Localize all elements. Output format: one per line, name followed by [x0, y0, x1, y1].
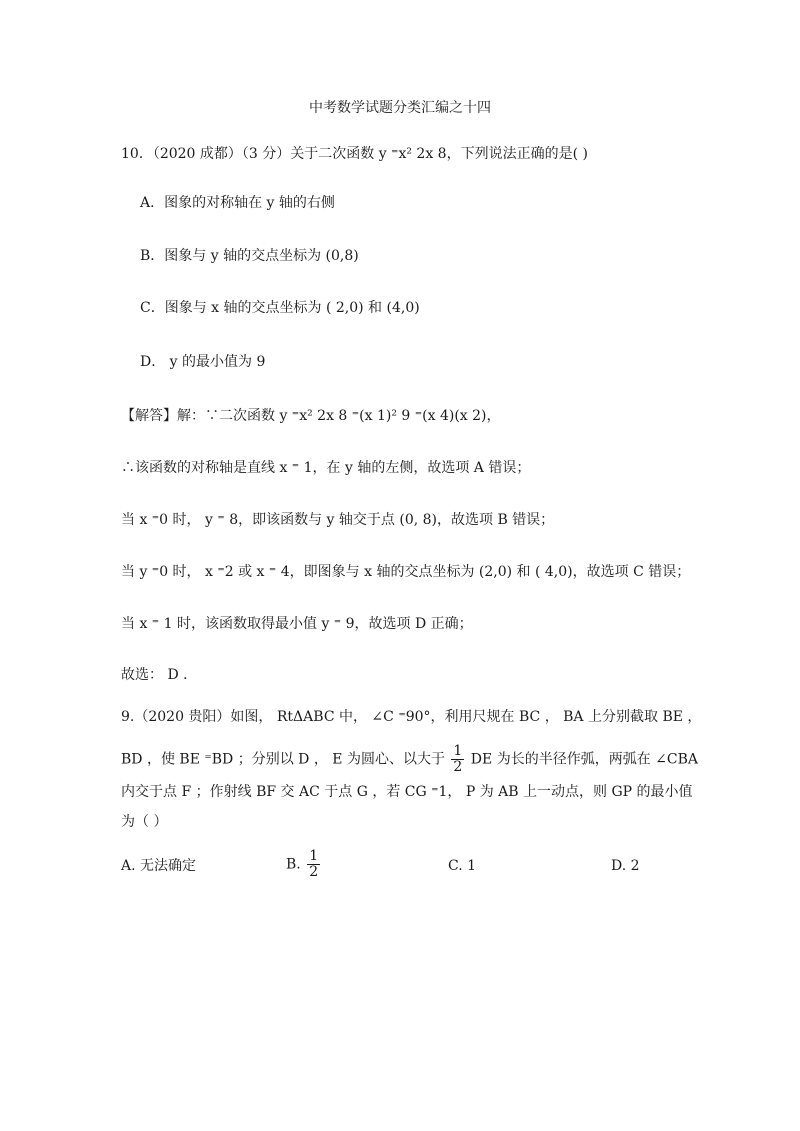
- q10-answer-line-5: 当 x ⁼ 1 时，该函数取得最小值 y ⁼ 9，故选项 D 正确；: [121, 616, 473, 632]
- q9-option-b-fraction: [307, 849, 320, 880]
- q9-line-2: [121, 744, 698, 775]
- q9-line-2-pre: BD ，使 BE ⁼BD ；分别以 D ， E 为圆心、以大于: [121, 751, 445, 768]
- q9-option-d: D. 2: [611, 858, 640, 874]
- q10-answer-line-2: ∴该函数的对称轴是直线 x ⁼ 1，在 y 轴的左侧，故选项 A 错误；: [121, 460, 531, 476]
- q9-line-4: 为（ ）: [121, 814, 168, 830]
- q10-stem: 10．（2020 成都）（3 分）关于二次函数 y ⁼x² 2x 8，下列说法正确的是( ): [121, 146, 588, 162]
- q10-answer-line-4: 当 y ⁼0 时， x ⁼2 或 x ⁼ 4，即图象与 x 轴的交点坐标为 (2,0) 和 ( 4,0)，故选项 C 错误；: [121, 564, 691, 580]
- q9-fraction: [451, 744, 464, 775]
- q9-line-1: 9.（2020 贵阳）如图， RtΔABC 中， ∠C ⁼90°，利用尺规在 BC ， BA 上分别截取 BE ，: [121, 709, 702, 725]
- q10-option-b: B．图象与 y 轴的交点坐标为 (0,8): [140, 248, 359, 264]
- page-title: 中考数学试题分类汇编之十四: [309, 100, 491, 116]
- q9-option-b-label: B.: [286, 856, 301, 873]
- q10-option-d: D． y 的最小值为 9: [140, 354, 266, 370]
- q9-fraction-denominator: 2: [453, 759, 463, 775]
- q9-option-a: A. 无法确定: [121, 858, 197, 874]
- q10-option-a: A．图象的对称轴在 y 轴的右侧: [140, 195, 335, 211]
- q10-answer-line-6: 故选： D ．: [121, 667, 198, 683]
- q9-option-c: C. 1: [448, 858, 477, 874]
- q9-option-b: [286, 849, 322, 880]
- q9-option-b-numerator: 1: [309, 848, 319, 864]
- q9-fraction-numerator: 1: [453, 743, 463, 759]
- q10-answer-line-3: 当 x ⁼0 时， y ⁼ 8，即该函数与 y 轴交于点 (0, 8)，故选项 B 错误；: [121, 512, 555, 528]
- q10-option-c: C．图象与 x 轴的交点坐标为 ( 2,0) 和 (4,0): [140, 300, 420, 316]
- q9-line-2-post: DE 为长的半径作弧，两弧在 ∠CBA: [470, 751, 698, 768]
- q10-answer-line-1: 【解答】解：∵二次函数 y ⁼x² 2x 8 ⁼(x 1)² 9 ⁼(x 4)(x 2)，: [121, 408, 501, 424]
- q9-option-b-denominator: 2: [309, 864, 319, 880]
- q9-line-3: 内交于点 F ；作射线 BF 交 AC 于点 G ，若 CG ⁼1， P 为 AB 上一动点，则 GP 的最小值: [121, 784, 693, 800]
